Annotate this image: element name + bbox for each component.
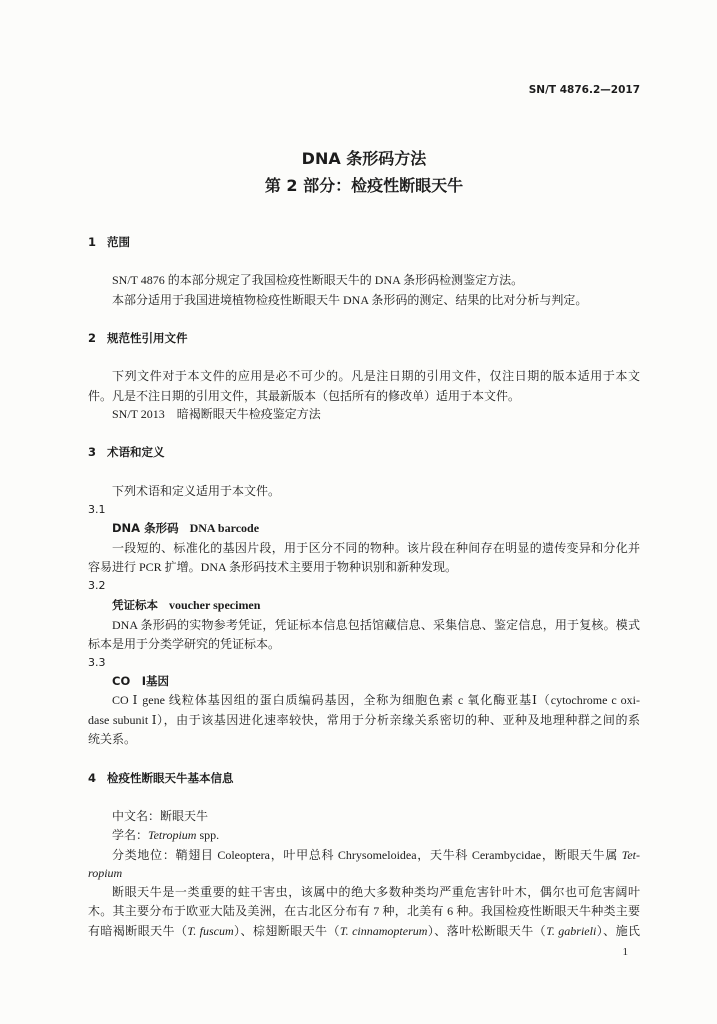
term-entry: [112, 596, 640, 614]
scientific-name: Tet-: [621, 848, 640, 862]
section-heading: [88, 443, 640, 461]
standard-code: SN/T 4876.2—2017: [528, 84, 640, 96]
definition-line: dase subunit Ⅰ），由于该基因进化速率较快，常用于分析亲缘关系密切的种、亚种及地理种群之间的系: [88, 713, 640, 727]
paragraph-line: 断眼天牛是一类重要的蛀干害虫，该属中的绝大多数种类均严重危害针叶木，偶尔也可危害阔叶: [112, 885, 640, 899]
section-number: 1: [88, 235, 97, 249]
text-segment: 有暗褐断眼天牛（: [88, 924, 188, 938]
term-name-zh: CO Ⅰ基因: [112, 674, 169, 688]
paragraph-line: [112, 826, 640, 844]
document-title: DNA 条形码方法: [301, 149, 427, 168]
term-name-en: voucher specimen: [169, 598, 261, 612]
definition-line: 统关系。: [88, 732, 137, 746]
definition-line: CO Ⅰ gene 线粒体基因组的蛋白质编码基因，全称为细胞色素 c 氧化酶亚基Ⅰ（cytochrome c oxi-: [112, 693, 640, 707]
section-title: 术语和定义: [107, 445, 165, 459]
paragraph-line: 木。其主要分布于欧亚大陆及美洲，在古北区分布有 7 种，北美有 6 种。我国检疫性断眼天牛种类主要: [88, 904, 640, 918]
scientific-name: ropium: [88, 866, 123, 880]
paragraph-line: 下列术语和定义适用于本文件。: [112, 484, 281, 498]
paragraph-line: 中文名：断眼天牛: [112, 809, 209, 823]
paragraph-line: [112, 846, 640, 864]
text-segment: 学名：: [112, 828, 149, 842]
section-title: 规范性引用文件: [107, 331, 188, 345]
term-name-en: DNA barcode: [189, 521, 260, 535]
definition-line: 标本是用于分类学研究的凭证标本。: [88, 637, 281, 651]
paragraph-line: 本部分适用于我国进境植物检疫性断眼天牛 DNA 条形码的测定、结果的比对分析与判定。: [112, 293, 588, 307]
section-heading: [88, 329, 640, 347]
term-number: 3.1: [88, 503, 106, 516]
scientific-name: T. gabrieli: [546, 924, 597, 938]
reference-entry: SN/T 2013 暗褐断眼天牛检疫鉴定方法: [112, 407, 321, 421]
section-heading: [88, 233, 640, 251]
section-title: 检疫性断眼天牛基本信息: [107, 771, 234, 785]
paragraph-line: SN/T 4876 的本部分规定了我国检疫性断眼天牛的 DNA 条形码检测鉴定方法。: [112, 273, 524, 287]
page-number: 1: [622, 946, 628, 958]
paragraph-line: 件。凡是不注日期的引用文件，其最新版本（包括所有的修改单）适用于本文件。: [88, 389, 521, 403]
text-segment: ）、施氏: [596, 924, 640, 938]
section-number: 2: [88, 331, 97, 345]
term-entry: [112, 672, 640, 690]
text-segment: ）、棕翅断眼天牛（: [233, 924, 340, 938]
term-number: 3.2: [88, 579, 106, 592]
section-heading: [88, 769, 640, 787]
term-entry: [112, 519, 640, 537]
text-segment: spp.: [196, 828, 220, 842]
section-number: 4: [88, 771, 97, 785]
scientific-name: Tetropium: [148, 828, 197, 842]
paragraph-line: 下列文件对于本文件的应用是必不可少的。凡是注日期的引用文件，仅注日期的版本适用于本文: [112, 369, 640, 383]
term-name-zh: 凭证标本: [112, 598, 158, 612]
text-segment: ）、落叶松断眼天牛（: [427, 924, 547, 938]
section-number: 3: [88, 445, 97, 459]
scientific-name: T. fuscum: [187, 924, 234, 938]
section-title: 范围: [107, 235, 131, 249]
term-name-zh: DNA 条形码: [112, 521, 179, 535]
paragraph-line: [88, 922, 640, 940]
scientific-name: T. cinnamopterum: [339, 924, 428, 938]
document-subtitle: 第 2 部分：检疫性断眼天牛: [264, 176, 464, 195]
definition-line: 一段短的、标准化的基因片段，用于区分不同的物种。该片段在种间存在明显的遗传变异和分化并: [112, 541, 640, 555]
text-segment: 分类地位：鞘翅目 Coleoptera，叶甲总科 Chrysomeloidea，天牛科 Cerambycidae，断眼天牛属: [112, 848, 622, 862]
term-number: 3.3: [88, 656, 106, 669]
definition-line: 容易进行 PCR 扩增。DNA 条形码技术主要用于物种识别和新种发现。: [88, 560, 458, 574]
definition-line: DNA 条形码的实物参考凭证，凭证标本信息包括馆藏信息、采集信息、鉴定信息，用于复核。模式: [112, 618, 640, 632]
